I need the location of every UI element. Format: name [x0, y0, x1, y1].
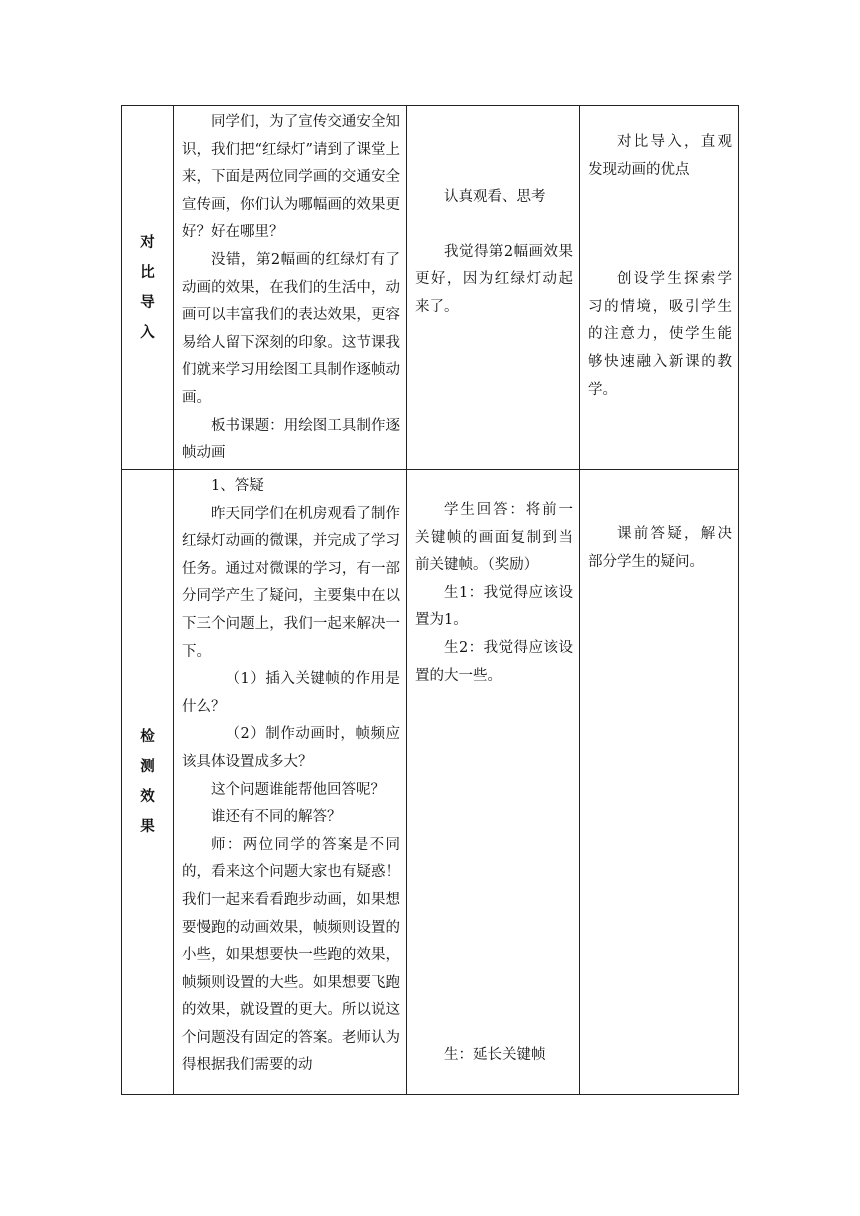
stage-cell-check: [122, 470, 174, 1095]
teacher-paragraph: （2）制作动画时，帧频应该具体设置成多大？: [182, 726, 400, 770]
student-paragraph: 学生回答：将前一关键帧的画面复制到当前关键帧。（奖励）: [415, 502, 573, 574]
teacher-activity-cell: [174, 106, 407, 470]
teacher-paragraph: 1、答疑: [211, 478, 264, 494]
stage-label: 检测效果: [140, 729, 155, 835]
intent-paragraph: 创设学生探索学习的情境，吸引学生的注意力，使学生能够快速融入新课的教学。: [588, 271, 732, 398]
stage-cell-intro: [122, 106, 174, 470]
teacher-paragraph: 昨天同学们在机房观看了制作红绿灯动画的微课，并完成了学习任务。通过对微课的学习，有一部分同学产生了疑问，主要集中在以下三个问题上，我们一起来解决一下。: [182, 505, 400, 660]
intent-paragraph: 课前答疑，解决部分学生的疑问。: [588, 526, 732, 570]
student-paragraph: 生2：我觉得应该设置的大一些。: [415, 639, 573, 684]
lesson-plan-table: [121, 105, 739, 1095]
teacher-paragraph: （1）插入关键帧的作用是什么？: [182, 671, 400, 715]
student-activity-cell: [407, 470, 580, 1095]
table-row-intro: [122, 106, 739, 470]
student-activity-cell: [407, 106, 580, 470]
teacher-paragraph: 同学们，为了宣传交通安全知识，我们把“红绿灯”请到了课堂上来，下面是两位同学画的交通安全宣传画，你们认为哪幅画的效果更好？好在哪里？: [182, 114, 400, 241]
stage-label: 对比导入: [140, 234, 155, 341]
table-row-check: [122, 470, 739, 1095]
teacher-paragraph: 师：两位同学的答案是不同的，看来这个问题大家也有疑惑！我们一起来看看跑步动画，如果想要慢跑的动画效果，帧频则设置的小些，如果想要快一些跑的效果，帧频则设置的大些。如果想要飞跑的效果，就设置的更大。所以说这个问题没有固定的答案。老师认为得根据我们需要的动: [182, 836, 400, 1074]
student-paragraph: 生1：我觉得应该设置为1。: [415, 584, 573, 629]
teacher-paragraph: 这个问题谁能帮他回答呢？: [211, 781, 385, 798]
teacher-paragraph: 没错，第2幅画的红绿灯有了动画的效果，在我们的生活中，动画可以丰富我们的表达效果，更容易给人留下深刻的印象。这节课我们就来学习用绘图工具制作逐帧动画。: [182, 251, 400, 406]
student-paragraph: 我觉得第2幅画效果更好，因为红绿灯动起来了。: [415, 243, 573, 315]
student-paragraph: 生：延长关键帧: [444, 1047, 546, 1064]
design-intent-cell: [580, 470, 739, 1095]
student-paragraph: 认真观看、思考: [444, 189, 546, 205]
intent-paragraph: 对比导入，直观发现动画的优点: [588, 134, 732, 178]
teacher-paragraph: 谁还有不同的解答？: [211, 809, 342, 826]
teacher-paragraph: 板书课题：用绘图工具制作逐帧动画: [182, 417, 400, 462]
teacher-activity-cell: [174, 470, 407, 1095]
design-intent-cell: [580, 106, 739, 470]
